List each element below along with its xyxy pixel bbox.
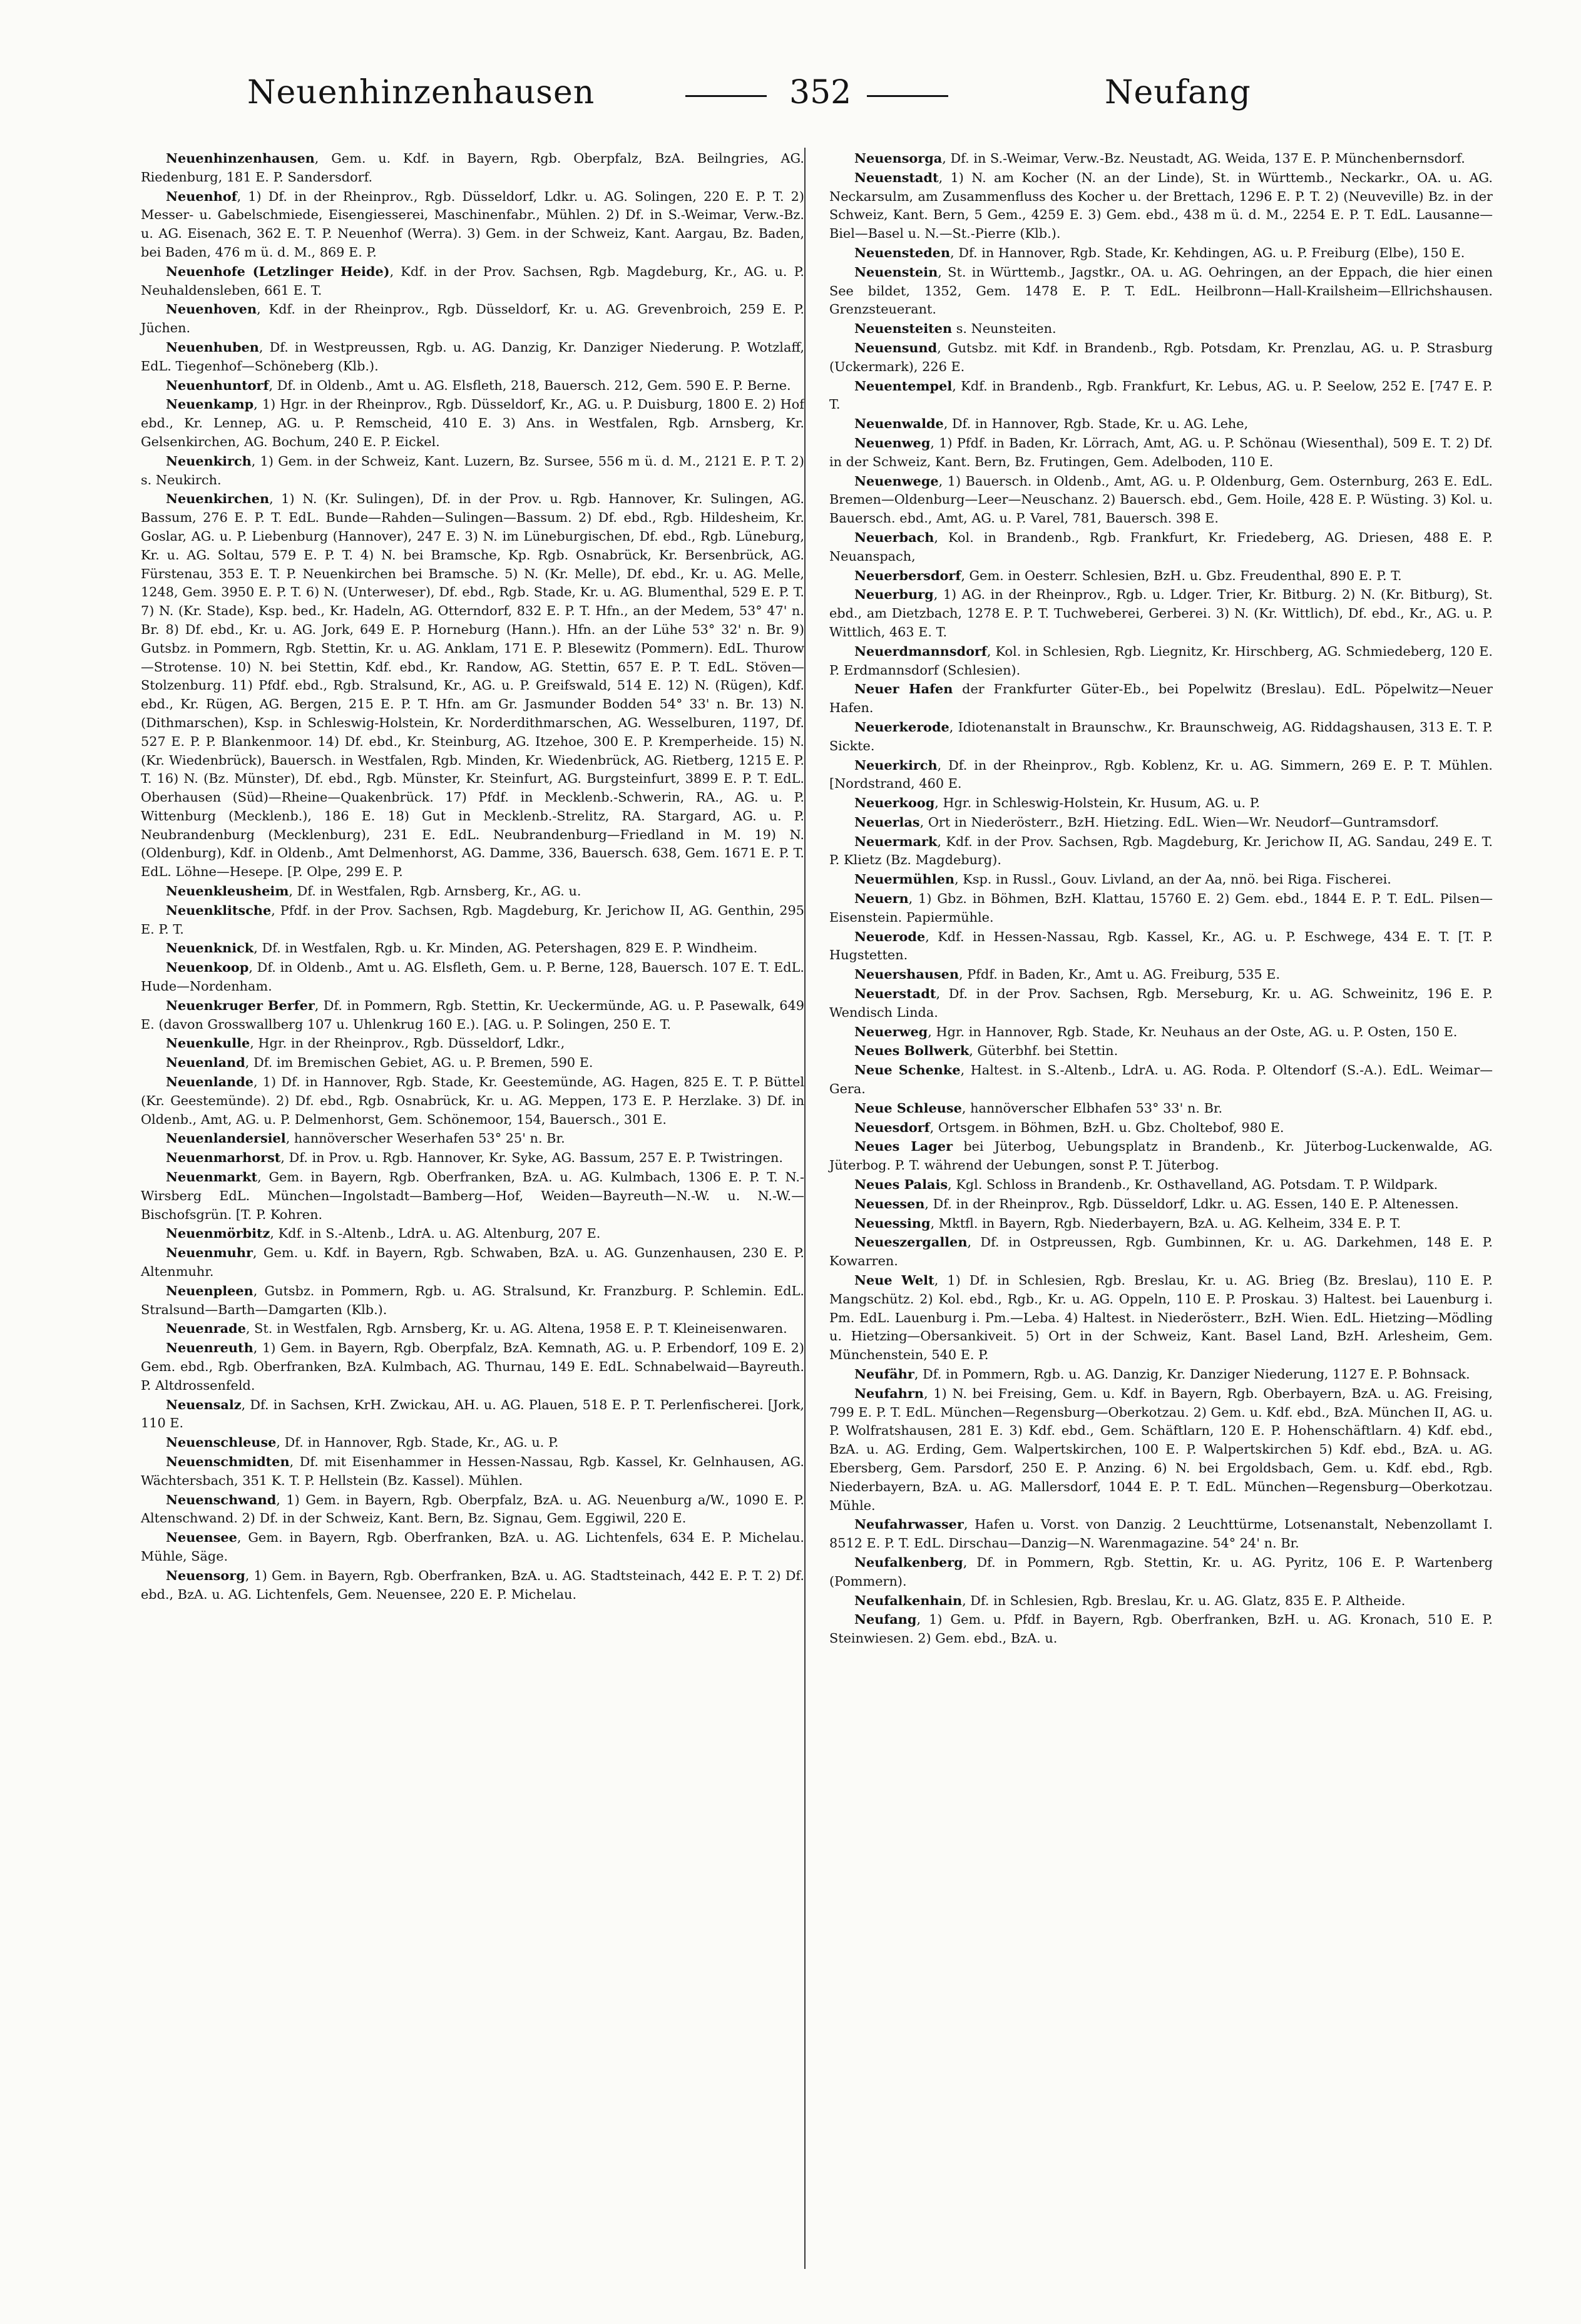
entry-body: , Ort in Niederösterr., BzH. Hietzing. EdL. Wien—Wr. Neudorf—Guntramsdorf. <box>919 814 1440 830</box>
entry-headword: Neuenkulle <box>166 1035 250 1051</box>
entry-body: , Df. in Oldenb., Amt u. AG. Elsfleth, 218, Bauersch. 212, Gem. 590 E. P. Berne. <box>269 377 791 393</box>
entry-body: , Kdf. in S.-Altenb., LdrA. u. AG. Altenburg, 207 E. <box>270 1226 601 1241</box>
gazetteer-entry <box>829 1384 1493 1516</box>
entry-body: , Güterbhf. bei Stettin. <box>969 1043 1118 1059</box>
entry-headword: Neuerbersdorf <box>854 567 961 583</box>
entry-headword: Neuensorga <box>854 150 943 166</box>
entry-body: , 1) N. bei Freising, Gem. u. Kdf. in Bayern, Rgb. Oberbayern, BzA. u. AG. Freising, 799 E. P. T. EdL. München—Regensburg—Oberkotzau. 2) Gem. u. Kdf. ebd., BzA. München II, AG. u. P. Wolfratshausen, 281 E. 3) Kdf. ebd., Gem. Schäftlarn, 120 E. P. Hohenschäftlarn. 4) Kdf. ebd., BzA. u. AG. Erding, Gem. Walpertskirchen, 100 E. P. Walpertskirchen 5) Kdf. ebd., BzA. u. AG. Ebersberg, Gem. Parsdorf, 250 E. P. Anzing. 6) N. bei Ergoldsbach, Gem. u. Kdf. ebd., Rgb. Niederbayern, BzA. u. AG. Mallersdorf, 1044 E. P. T. EdL. München—Regensburg—Oberkotzau. Mühle. <box>829 1385 1493 1513</box>
entry-headword: Neuerstadt <box>854 986 936 1002</box>
entry-headword: Neuenwege <box>854 472 939 489</box>
entry-headword: Neuenlande <box>166 1074 253 1090</box>
gazetteer-entry <box>141 1282 804 1320</box>
entry-body: , Kol. in Schlesien, Rgb. Liegnitz, Kr. Hirschberg, AG. Schmiedeberg, 120 E. P. Erdmannsdorf (Schlesien). <box>829 643 1493 678</box>
gazetteer-entry <box>829 434 1493 472</box>
entry-body: , Df. in Westfalen, Rgb. u. Kr. Minden, AG. Petershagen, 829 E. P. Windheim. <box>253 940 758 956</box>
gazetteer-entry <box>829 528 1493 566</box>
entry-body: , Df. in Sachsen, KrH. Zwickau, AH. u. AG. Plauen, 518 E. P. T. Perlenfischerei. [Jork, 110 E. <box>141 1397 804 1431</box>
gazetteer-entry <box>829 472 1493 528</box>
entry-headword: Neuermühlen <box>854 871 955 887</box>
gazetteer-entry <box>141 489 804 882</box>
entry-body: der Frankfurter Güter-Eb., bei Popelwitz (Breslau). EdL. Pöpelwitz—Neuer Hafen. <box>829 681 1493 716</box>
entry-headword: Neuer Hafen <box>854 681 953 697</box>
entry-headword: Neuenhuntorf <box>166 377 269 393</box>
entry-headword: Neuershausen <box>854 966 959 982</box>
gazetteer-entry <box>829 1099 1493 1118</box>
entry-body: , Gem. u. Kdf. in Bayern, Rgb. Oberpfalz, BzA. Beilngries, AG. Riedenburg, 181 E. P. Sandersdorf. <box>141 151 804 185</box>
entry-headword: Neuerburg <box>854 586 934 603</box>
entry-body: , Gem. in Oesterr. Schlesien, BzH. u. Gbz. Freudenthal, 890 E. P. T. <box>961 568 1402 583</box>
gazetteer-entry <box>141 1395 804 1434</box>
gazetteer-entry <box>829 642 1493 680</box>
entry-body: , 1) Df. in Hannover, Rgb. Stade, Kr. Geestemünde, AG. Hagen, 825 E. T. P. Büttel (Kr. Geestemünde). 2) Df. ebd., Rgb. Osnabrück, Kr. u. AG. Meppen, 173 E. P. Herzlake. 3) Df. in Oldenb., Amt, AG. u. P. Delmenhorst, Gem. Schönemoor, 154, Bauersch., 301 E. <box>141 1074 804 1127</box>
entry-body: , 1) Gem. in Bayern, Rgb. Oberpfalz, BzA. Kemnath, AG. u. P. Erbendorf, 109 E. 2) Gem. ebd., Rgb. Oberfranken, BzA. Kulmbach, AG. Thurnau, 149 E. EdL. Schnabelwaid—Bayreuth. P. Altdrossenfeld. <box>141 1340 804 1393</box>
entry-headword: Neuenknick <box>166 940 254 956</box>
gazetteer-entry <box>141 1034 804 1053</box>
entry-body: , 1) Gem. in Bayern, Rgb. Oberfranken, BzA. u. AG. Stadtsteinach, 442 E. P. T. 2) Df. ebd., BzA. u. AG. Lichtenfels, Gem. Neuensee, 220 E. P. Michelau. <box>141 1567 804 1602</box>
entry-headword: Neuenkirch <box>166 452 252 469</box>
gazetteer-entry <box>829 984 1493 1022</box>
entry-headword: Neuenhof <box>166 188 237 204</box>
gazetteer-entry <box>829 319 1493 339</box>
entry-headword: Neuessen <box>854 1195 925 1211</box>
gazetteer-entry <box>829 793 1493 813</box>
gazetteer-entry <box>141 882 804 901</box>
entry-headword: Neuenstein <box>854 263 938 280</box>
entry-headword: Neuensee <box>166 1529 237 1546</box>
entry-headword: Neuenstadt <box>854 169 939 185</box>
gazetteer-entry <box>829 813 1493 832</box>
entry-body: , Df. in Ostpreussen, Rgb. Gumbinnen, Kr. u. AG. Darkehmen, 148 E. P. Kowarren. <box>829 1235 1493 1269</box>
entry-body: , 1) Gem. in der Schweiz, Kant. Luzern, Bz. Sursee, 556 m ü. d. M., 2121 E. P. T. 2) s. Neukirch. <box>141 453 804 487</box>
gazetteer-entry <box>829 414 1493 434</box>
entry-headword: Neuerdmannsdorf <box>854 643 987 659</box>
entry-headword: Neufang <box>854 1611 917 1628</box>
gazetteer-entry <box>829 1365 1493 1384</box>
entry-body: , 1) Df. in Schlesien, Rgb. Breslau, Kr. u. AG. Brieg (Bz. Breslau), 110 E. P. Mangschütz. 2) Kol. ebd., Rgb., Kr. u. AG. Oppeln, 110 E. P. Proskau. 3) Haltest. bei Lauenburg i. Pm. EdL. Lauenburg i. Pm.—Leba. 4) Haltest. in Niederösterr., BzH. Wien. EdL. Hietzing—Mödling u. Hietzing—Obersankiveit. 5) Ort in der Schweiz, Kant. Basel Land, BzH. Arlesheim, Gem. Münchenstein, 540 E. P. <box>829 1273 1493 1363</box>
entry-headword: Neuensalz <box>166 1396 242 1412</box>
entry-body: , 1) Bauersch. in Oldenb., Amt, AG. u. P. Oldenburg, Gem. Osternburg, 263 E. EdL. Bremen—Oldenburg—Leer—Neuschanz. 2) Bauersch. ebd., Gem. Hoile, 428 E. P. Wüsting. 3) Kol. u. Bauersch. ebd., Amt, AG. u. P. Varel, 781, Bauersch. 398 E. <box>829 473 1493 526</box>
entry-headword: Neues Bollwerk <box>854 1042 970 1059</box>
gazetteer-entry <box>829 1214 1493 1233</box>
entry-body: , Df. in der Prov. Sachsen, Rgb. Merseburg, Kr. u. AG. Schweinitz, 196 E. P. Wendisch Linda. <box>829 986 1493 1020</box>
entry-headword: Neue Schleuse <box>854 1099 962 1116</box>
entry-headword: Neuenkleusheim <box>166 883 289 899</box>
gazetteer-entry <box>829 1041 1493 1061</box>
entry-headword: Neues Lager <box>854 1138 953 1154</box>
entry-body: bei Jüterbog, Uebungsplatz in Brandenb., Kr. Jüterbog-Luckenwalde, AG. Jüterbog. P. T. während der Uebungen, sonst P. T. Jüterbog. <box>829 1139 1493 1173</box>
gazetteer-entry <box>141 1168 804 1224</box>
entry-headword: Neue Schenke <box>854 1062 961 1078</box>
entry-headword: Neuenklitsche <box>166 902 272 918</box>
gazetteer-entry <box>829 243 1493 263</box>
gazetteer-entry <box>141 1566 804 1604</box>
entry-body: , 1) Gem. u. Pfdf. in Bayern, Rgb. Oberfranken, BzH. u. AG. Kronach, 510 E. P. Steinwiesen. 2) Gem. ebd., BzA. u. <box>829 1612 1493 1646</box>
entry-body: , Ksp. in Russl., Gouv. Livland, an der Aa, nnö. bei Riga. Fischerei. <box>954 872 1391 887</box>
entry-headword: Neuensorg <box>166 1567 245 1583</box>
entry-headword: Neuerkirch <box>854 757 938 773</box>
gazetteer-entry <box>141 187 804 262</box>
entry-headword: Neuenmarkt <box>166 1169 258 1185</box>
entry-body: , Kdf. in der Prov. Sachsen, Rgb. Magdeburg, Kr., AG. u. P. Neuhaldensleben, 661 E. T. <box>141 263 804 298</box>
entry-body: , Df. in Oldenb., Amt u. AG. Elsfleth, Gem. u. P. Berne, 128, Bauersch. 107 E. T. EdL. Hude—Nordenham. <box>141 960 804 994</box>
gazetteer-entry <box>829 1061 1493 1099</box>
gazetteer-entry <box>141 958 804 996</box>
gazetteer-entry <box>141 1491 804 1529</box>
entry-body: , Df. in Pommern, Rgb. u. AG. Danzig, Kr. Danziger Niederung, 1127 E. P. Bohnsack. <box>914 1367 1470 1382</box>
entry-headword: Neuerode <box>854 928 926 944</box>
gazetteer-entry <box>141 1433 804 1452</box>
column-divider <box>804 148 806 2269</box>
entry-headword: Neuenrade <box>166 1320 246 1337</box>
entry-headword: Neuerkoog <box>854 795 935 811</box>
entry-headword: Neuenweg <box>854 434 931 451</box>
gazetteer-entry <box>141 901 804 939</box>
gazetteer-entry <box>829 756 1493 794</box>
entry-body: , 1) N. (Kr. Sulingen), Df. in der Prov. u. Rgb. Hannover, Kr. Sulingen, AG. Bassum, 276 E. P. T. EdL. Bunde—Rahden—Sulingen—Bassum. 2) Df. ebd., Rgb. Hildesheim, Kr. Goslar, AG. u. P. Liebenburg (Hannover), 247 E. 3) N. im Lüneburgischen, Df. ebd., Rgb. Lüneburg, Kr. u. AG. Soltau, 579 E. P. T. 4) N. bei Bramsche, Kp. Rgb. Osnabrück, Kr. Bersenbrück, AG. Fürstenau, 353 E. T. P. Neuenkirchen bei Bramsche. 5) N. (Kr. Melle), Df. ebd., Kr. u. AG. Melle, 1248, Gem. 3950 E. P. T. 6) N. (Unterweser), Df. ebd., Rgb. Stade, Kr. u. AG. Blumenthal, 529 E. P. T. 7) N. (Kr. Stade), Ksp. bed., Kr. Hadeln, AG. Otterndorf, 832 E. P. T. Hfn., an der Medem, 53° 47' n. Br. 8) Df. ebd., Kr. u. AG. Jork, 649 E. P. Horneburg (Hann.). Hfn. an der Lühe 53° 32' n. Br. 9) Gutsbz. in Pommern, Rgb. Stettin, Kr. u. AG. Anklam, 171 E. P. Blesewitz (Pommern). EdL. Thurow—Strotense. 10) N. bei Stettin, Kdf. ebd., Kr. Randow, AG. Stettin, 657 E. P. T. EdL. Stöven—Stolzenburg. 11) Pfdf. ebd., Rgb. Stralsund, Kr., AG. u. P. Greifswald, 514 E. 12) N. (Rügen), Kdf. ebd., Kr. Rügen, AG. Bergen, 215 E. P. T. Hfn. am Gr. Jasmunder Bodden 54° 33' n. Br. 13) N. (Dithmarschen), Ksp. in Schleswig-Holstein, Kr. Norderdithmarschen, AG. Wesselburen, 1197, Df. 527 E. P. P. Blankenmoor. 14) Df. ebd., Kr. Steinburg, AG. Itzehoe, 300 E. P. Kremperheide. 15) N. (Kr. Wiedenbrück), Bauersch. in Westfalen, Rgb. Minden, Kr. Wiedenbrück, AG. Rietberg, 1215 E. P. T. 16) N. (Bz. Münster), Df. ebd., Rgb. Münster, Kr. Steinfurt, AG. Burgsteinfurt, 3899 E. P. T. EdL. Oberhausen (Süd)—Rheine—Quakenbrück. 17) Pfdf. in Mecklenb.-Schwerin, RA., AG. u. P. Wittenburg (Mecklenb.), 186 E. 18) Gut in Mecklenb.-Strelitz, RA. Stargard, AG. u. P. Neubrandenburg (Mecklenburg), 231 E. EdL. Neubrandenburg—Friedland in M. 19) N. (Oldenburg), Kdf. in Oldenb., Amt Delmenhorst, AG. Damme, 336, Bauersch. 638, Gem. 1671 E. P. T. EdL. Löhne—Hesepe. [P. Olpe, 299 E. P. <box>141 491 804 880</box>
entry-body: , Hgr. in Hannover, Rgb. Stade, Kr. Neuhaus an der Oste, AG. u. P. Osten, 150 E. <box>928 1024 1458 1039</box>
entry-headword: Neuenreuth <box>166 1340 253 1356</box>
entry-headword: Neuenmuhr <box>166 1245 253 1261</box>
gazetteer-entry <box>141 395 804 451</box>
entry-body: , hannöverscher Weserhafen 53° 25' n. Br. <box>285 1131 565 1146</box>
page-header <box>247 74 1349 130</box>
entry-body: , Hgr. in Schleswig-Holstein, Kr. Husum, AG. u. P. <box>934 795 1261 811</box>
entry-body: , Df. in Pommern, Rgb. Stettin, Kr. Ueckermünde, AG. u. P. Pasewalk, 649 E. (davon Grosswallberg 107 u. Uhlenkrug 160 E.). [AG. u. P. Solingen, 250 E. T. <box>141 997 804 1032</box>
entry-body: , Gem. u. Kdf. in Bayern, Rgb. Schwaben, BzA. u. AG. Gunzenhausen, 230 E. P. Altenmuhr. <box>141 1245 804 1280</box>
gazetteer-entry <box>829 832 1493 870</box>
entry-body: , 1) AG. in der Rheinprov., Rgb. u. Ldger. Trier, Kr. Bitburg. 2) N. (Kr. Bitburg), St. ebd., am Dietzbach, 1278 E. P. T. Tuchweberei, Gerberei. 3) N. (Kr. Wittlich), Df. ebd., Kr., AG. u. P. Wittlich, 463 E. T. <box>829 587 1493 640</box>
entry-body: , 1) Gem. in Bayern, Rgb. Oberpfalz, BzA. u. AG. Neuenburg a/W., 1090 E. P. Altenschwand. 2) Df. in der Schweiz, Kant. Bern, Bz. Signau, Gem. Eggiwil, 220 E. <box>141 1492 804 1526</box>
entry-headword: Neuenhuben <box>166 339 259 355</box>
gazetteer-entry <box>141 1452 804 1491</box>
gazetteer-entry <box>829 965 1493 984</box>
entry-body: , Mktfl. in Bayern, Rgb. Niederbayern, BzA. u. AG. Kelheim, 334 E. P. T. <box>930 1215 1401 1231</box>
gazetteer-entry <box>829 566 1493 586</box>
entry-body: , Df. in Pommern, Rgb. Stettin, Kr. u. AG. Pyritz, 106 E. P. Wartenberg (Pommern). <box>829 1554 1493 1589</box>
entry-body: , Pfdf. in Baden, Kr., Amt u. AG. Freiburg, 535 E. <box>959 967 1281 982</box>
gazetteer-entry <box>141 1129 804 1148</box>
entry-body: , Df. in Westfalen, Rgb. Arnsberg, Kr., AG. u. <box>289 884 581 899</box>
entry-headword: Neuentempel <box>854 377 953 394</box>
right-column <box>829 149 1493 1648</box>
entry-headword: Neufalkenberg <box>854 1554 963 1570</box>
gazetteer-entry <box>829 377 1493 415</box>
entry-body: , Kol. in Brandenb., Rgb. Frankfurt, Kr. Friedeberg, AG. Driesen, 488 E. P. Neuanspach, <box>829 529 1493 564</box>
gazetteer-entry <box>829 718 1493 756</box>
gazetteer-entry <box>829 1515 1493 1553</box>
entry-body: , Idiotenanstalt in Braunschw., Kr. Braunschweig, AG. Riddagshausen, 313 E. T. P. Sickte. <box>829 719 1493 753</box>
entry-body: , Kdf. in der Rheinprov., Rgb. Düsseldorf, Kr. u. AG. Grevenbroich, 259 E. P. Jüchen. <box>141 302 804 336</box>
entry-headword: Neuenkoop <box>166 959 249 976</box>
gazetteer-entry <box>829 1195 1493 1214</box>
entry-body: , Kdf. in Brandenb., Rgb. Frankfurt, Kr. Lebus, AG. u. P. Seelow, 252 E. [747 E. P. T. <box>829 378 1493 412</box>
gazetteer-entry <box>829 1271 1493 1365</box>
entry-headword: Neuenmörbitz <box>166 1225 270 1241</box>
gazetteer-entry <box>829 149 1493 168</box>
entry-headword: Neuenkirchen <box>166 491 270 507</box>
gazetteer-entry <box>141 300 804 338</box>
gazetteer-entry <box>141 1319 804 1338</box>
gazetteer-entry <box>829 1553 1493 1591</box>
entry-body: , Df. in der Rheinprov., Rgb. Koblenz, Kr. u. AG. Simmern, 269 E. P. T. Mühlen. [Nordstrand, 460 E. <box>829 757 1493 792</box>
entry-body: , Df. in der Rheinprov., Rgb. Düsseldorf, Ldkr. u. AG. Essen, 140 E. P. Altenessen. <box>924 1196 1459 1211</box>
entry-body: , Gutsbz. mit Kdf. in Brandenb., Rgb. Potsdam, Kr. Prenzlau, AG. u. P. Strasburg (Uckermark), 226 E. <box>829 340 1493 374</box>
entry-body: , Df. in Schlesien, Rgb. Breslau, Kr. u. AG. Glatz, 835 E. P. Altheide. <box>962 1593 1406 1608</box>
entry-headword: Neuensund <box>854 339 938 355</box>
gazetteer-entry <box>141 1148 804 1168</box>
gazetteer-entry <box>829 585 1493 641</box>
gazetteer-entry <box>829 1610 1493 1648</box>
header-right-keyword: Neufang <box>1105 74 1251 111</box>
gazetteer-entry <box>829 1022 1493 1042</box>
entry-headword: Neufähr <box>854 1366 914 1382</box>
entry-body: , Kdf. in Hessen-Nassau, Rgb. Kassel, Kr., AG. u. P. Eschwege, 434 E. T. [T. P. Hugstetten. <box>829 929 1493 963</box>
entry-body: , 1) N. am Kocher (N. an der Linde), St. in Württemb., Neckarkr., OA. u. AG. Neckarsulm, am Zusammenfluss des Kocher u. der Brettach, 1296 E. P. T. 2) (Neuveville) Bz. in der Schweiz, Kant. Bern, 5 Gem., 4259 E. 3) Gem. ebd., 438 m ü. d. M., 2254 E. P. T. EdL. Lausanne—Biel—Basel u. N.—St.-Pierre (Klb.). <box>829 170 1493 242</box>
entry-body: , Gutsbz. in Pommern, Rgb. u. AG. Stralsund, Kr. Franzburg. P. Schlemin. EdL. Stralsund—Barth—Damgarten (Klb.). <box>141 1283 804 1317</box>
entry-body: , hannöverscher Elbhafen 53° 33' n. Br. <box>961 1100 1223 1116</box>
entry-headword: Neuenkamp <box>166 396 254 412</box>
entry-headword: Neuenmarhorst <box>166 1149 281 1166</box>
entry-body: s. Neunsteiten. <box>952 321 1057 337</box>
entry-headword: Neufahrn <box>854 1385 924 1401</box>
entry-body: , Hafen u. Vorst. von Danzig. 2 Leuchttürme, Lotsenanstalt, Nebenzollamt I. 8512 E. P. T. EdL. Dirschau—Danzig—N. Warenmagazine. 54° 24' n. Br. <box>829 1517 1493 1551</box>
entry-headword: Neuenhoven <box>166 301 257 317</box>
entry-body: , Df. in Hannover, Rgb. Stade, Kr. u. AG. Lehe, <box>943 416 1249 432</box>
entry-headword: Neue Welt <box>854 1272 934 1288</box>
gazetteer-entry <box>141 1243 804 1282</box>
entry-body: , Ortsgem. in Böhmen, BzH. u. Gbz. Choltebof, 980 E. <box>929 1119 1284 1135</box>
entry-body: , Df. in Hannover, Rgb. Stade, Kr., AG. u. P. <box>276 1435 559 1450</box>
entry-headword: Neufahrwasser <box>854 1516 964 1532</box>
gazetteer-entry <box>829 889 1493 927</box>
entry-body: , Gem. in Bayern, Rgb. Oberfranken, BzA. u. AG. Kulmbach, 1306 E. P. T. N.-Wirsberg EdL. München—Ingolstadt—Bamberg—Hof, Weiden—Bayreuth—N.-W. u. N.-W.—Bischofsgrün. [T. P. Kohren. <box>141 1170 804 1222</box>
entry-body: , Haltest. in S.-Altenb., LdrA. u. AG. Roda. P. Oltendorf (S.-A.). EdL. Weimar—Gera. <box>829 1063 1493 1097</box>
gazetteer-entry <box>141 338 804 376</box>
entry-body: , Df. in Hannover, Rgb. Stade, Kr. Kehdingen, AG. u. P. Freiburg (Elbe), 150 E. <box>950 245 1465 260</box>
entry-body: , St. in Westfalen, Rgb. Arnsberg, Kr. u. AG. Altena, 1958 E. P. T. Kleineisenwaren. <box>245 1321 787 1337</box>
gazetteer-entry <box>829 1591 1493 1611</box>
entry-body: , St. in Württemb., Jagstkr., OA. u. AG. Oehringen, an der Eppach, die hier einen See bildet, 1352, Gem. 1478 E. P. T. EdL. Heilbronn—Hall-Krailsheim—Ellrichshausen. Grenzsteuerant. <box>829 264 1493 317</box>
gazetteer-entry <box>141 1053 804 1073</box>
entry-body: , Kgl. Schloss in Brandenb., Kr. Osthavelland, AG. Potsdam. T. P. Wildpark. <box>948 1177 1438 1193</box>
entry-body: , Hgr. in der Rheinprov., Rgb. Düsseldorf, Ldkr., <box>250 1036 565 1051</box>
entry-headword: Neuerkerode <box>854 718 949 735</box>
entry-headword: Neuenhofe (Letzlinger Heide) <box>166 263 390 279</box>
entry-headword: Neuerweg <box>854 1023 928 1039</box>
gazetteer-entry <box>829 1137 1493 1175</box>
entry-body: , Df. im Bremischen Gebiet, AG. u. P. Bremen, 590 E. <box>245 1055 593 1071</box>
entry-headword: Neues Palais <box>854 1176 948 1193</box>
entry-headword: Neuenschwand <box>166 1491 277 1507</box>
left-column <box>141 149 804 1604</box>
entry-headword: Neueszergallen <box>854 1234 968 1250</box>
gazetteer-entry <box>141 149 804 187</box>
entry-headword: Neuensteden <box>854 244 951 260</box>
entry-headword: Neuenhinzenhausen <box>166 150 315 166</box>
gazetteer-entry <box>141 1338 804 1395</box>
gazetteer-entry <box>141 996 804 1034</box>
entry-body: , Kdf. in der Prov. Sachsen, Rgb. Magdeburg, Kr. Jerichow II, AG. Sandau, 249 E. T. P. Klietz (Bz. Magdeburg). <box>829 833 1493 868</box>
entry-headword: Neuenwalde <box>854 415 944 432</box>
entry-headword: Neuenland <box>166 1054 245 1071</box>
entry-body: , Df. mit Eisenhammer in Hessen-Nassau, Rgb. Kassel, Kr. Gelnhausen, AG. Wächtersbach, 351 K. T. P. Hellstein (Bz. Kassel). Mühlen. <box>141 1454 804 1488</box>
entry-body: , Df. in Prov. u. Rgb. Hannover, Kr. Syke, AG. Bassum, 257 E. P. Twistringen. <box>280 1150 783 1166</box>
entry-body: , Df. in Westpreussen, Rgb. u. AG. Danzig, Kr. Danziger Niederung. P. Wotzlaff, EdL. Tiegenhof—Schöneberg (Klb.). <box>141 339 804 374</box>
entry-headword: Neuermark <box>854 833 938 849</box>
gazetteer-entry <box>829 1118 1493 1138</box>
entry-body: , Gem. in Bayern, Rgb. Oberfranken, BzA. u. AG. Lichtenfels, 634 E. P. Michelau. Mühle, Säge. <box>141 1530 804 1564</box>
header-left-keyword: Neuenhinzenhausen <box>247 74 595 111</box>
entry-body: , Df. in S.-Weimar, Verw.-Bz. Neustadt, AG. Weida, 137 E. P. Münchenbernsdorf. <box>942 151 1465 166</box>
entry-headword: Neuerbach <box>854 529 934 545</box>
entry-headword: Neuenschleuse <box>166 1434 277 1450</box>
gazetteer-entry <box>829 1175 1493 1195</box>
gazetteer-entry <box>829 927 1493 966</box>
entry-headword: Neuenschmidten <box>166 1453 290 1469</box>
entry-body: , 1) Df. in der Rheinprov., Rgb. Düsseldorf, Ldkr. u. AG. Solingen, 220 E. P. T. 2) Messer- u. Gabelschmiede, Eisengiesserei, Maschinenfabr., Mühlen. 2) Df. in S.-Weimar, Verw.-Bz. u. AG. Eisenach, 362 E. T. P. Neuenhof (Werra). 3) Gem. in der Schweiz, Kant. Aargau, Bz. Baden, bei Baden, 476 m ü. d. M., 869 E. P. <box>141 188 804 260</box>
entry-body: , 1) Hgr. in der Rheinprov., Rgb. Düsseldorf, Kr., AG. u. P. Duisburg, 1800 E. 2) Hof ebd., Kr. Lennep, AG. u. P. Remscheid, 410 E. 3) Ans. in Westfalen, Rgb. Arnsberg, Kr. Gelsenkirchen, AG. Bochum, 240 E. P. Eickel. <box>141 397 804 449</box>
entry-headword: Neuerlas <box>854 813 920 830</box>
gazetteer-entry <box>141 1224 804 1243</box>
entry-headword: Neuessing <box>854 1215 931 1231</box>
page-number: 352 <box>789 74 852 111</box>
entry-headword: Neuenpleen <box>166 1282 253 1298</box>
entry-headword: Neuesdorf <box>854 1119 930 1135</box>
gazetteer-entry <box>829 1233 1493 1271</box>
entry-headword: Neufalkenhain <box>854 1592 963 1608</box>
entry-headword: Neuenlandersiel <box>166 1130 286 1146</box>
gazetteer-entry <box>829 168 1493 243</box>
entry-headword: Neuern <box>854 890 909 907</box>
entry-headword: Neuensteiten <box>854 320 953 337</box>
entry-body: , 1) Pfdf. in Baden, Kr. Lörrach, Amt, AG. u. P. Schönau (Wiesenthal), 509 E. T. 2) Df. in der Schweiz, Kant. Bern, Bz. Frutingen, Gem. Adelboden, 110 E. <box>829 435 1493 469</box>
gazetteer-entry <box>141 262 804 300</box>
header-dash-right <box>867 95 948 97</box>
gazetteer-entry <box>141 376 804 395</box>
gazetteer-entry <box>829 680 1493 718</box>
gazetteer-entry <box>141 1528 804 1566</box>
gazetteer-entry <box>829 263 1493 319</box>
gazetteer-entry <box>141 1073 804 1129</box>
gazetteer-entry <box>829 870 1493 889</box>
entry-body: , 1) Gbz. in Böhmen, BzH. Klattau, 15760 E. 2) Gem. ebd., 1844 E. P. T. EdL. Pilsen—Eisenstein. Papiermühle. <box>829 891 1493 925</box>
entry-body: , Pfdf. in der Prov. Sachsen, Rgb. Magdeburg, Kr. Jerichow II, AG. Genthin, 295 E. P. T. <box>141 902 804 937</box>
gazetteer-entry <box>141 452 804 490</box>
gazetteer-entry <box>829 339 1493 377</box>
entry-headword: Neuenkruger Berfer <box>166 997 315 1013</box>
gazetteer-entry <box>141 939 804 958</box>
header-dash-left <box>685 95 767 97</box>
